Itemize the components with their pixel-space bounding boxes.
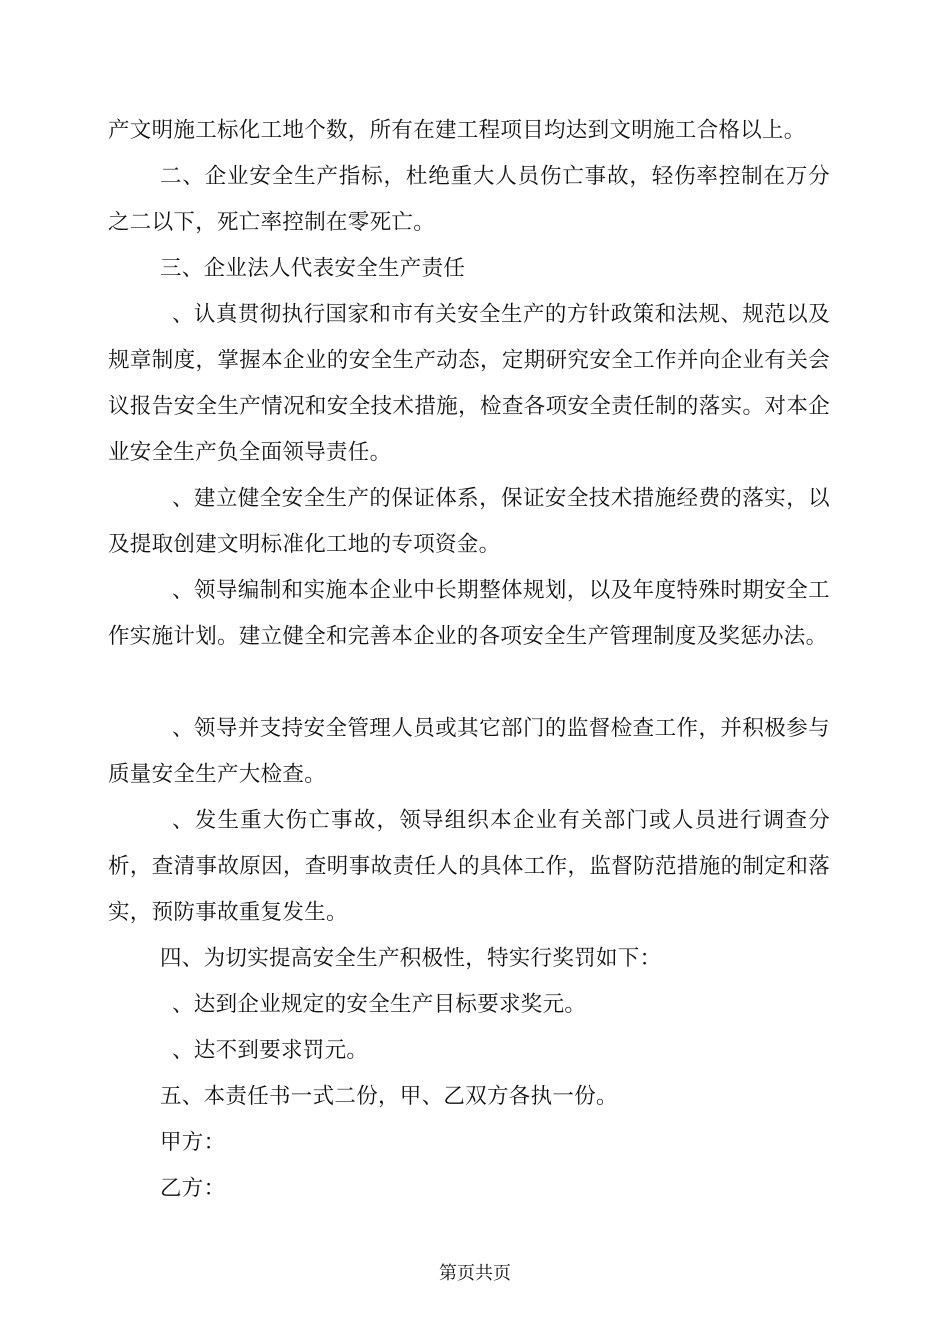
paragraph-item-3: 、领导编制和实施本企业中长期整体规划，以及年度特殊时期安全工作实施计划。建立健全和完善本企业的各项安全生产管理制度及奖惩办法。 <box>108 578 830 649</box>
penalty-item: 、达不到要求罚元。 <box>172 1038 369 1063</box>
section-5-heading: 五、本责任书一式二份，甲、乙双方各执一份。 <box>160 1084 618 1109</box>
party-a-label: 甲方： <box>160 1130 226 1155</box>
party-b-label: 乙方： <box>160 1176 226 1201</box>
paragraph-item-1: 、认真贯彻执行国家和市有关安全生产的方针政策和法规、规范以及规章制度，掌握本企业的安全生产动态，定期研究安全工作并向企业有关会议报告安全生产情况和安全技术措施，检查各项安全责任制的落实。对本企业安全生产负全面领导责任。 <box>108 302 830 465</box>
section-4-heading: 四、为切实提高安全生产积极性，特实行奖罚如下： <box>160 946 662 971</box>
page-footer: 第页共页 <box>439 1263 511 1284</box>
paragraph-item-2: 、建立健全安全生产的保证体系，保证安全技术措施经费的落实，以及提取创建文明标准化工地的专项资金。 <box>108 486 830 557</box>
reward-item: 、达到企业规定的安全生产目标要求奖元。 <box>172 992 587 1017</box>
paragraph-continued: 产文明施工标化工地个数，所有在建工程项目均达到文明施工合格以上。 <box>108 118 806 143</box>
section-3-heading: 三、企业法人代表安全生产责任 <box>160 256 466 281</box>
paragraph-section-2: 二、企业安全生产指标，杜绝重大人员伤亡事故，轻伤率控制在万分之二以下，死亡率控制在零死亡。 <box>108 164 830 235</box>
paragraph-item-5: 、发生重大伤亡事故，领导组织本企业有关部门或人员进行调查分析，查清事故原因，查明事故责任人的具体工作，监督防范措施的制定和落实，预防事故重复发生。 <box>108 808 830 925</box>
paragraph-item-4: 、领导并支持安全管理人员或其它部门的监督检查工作，并积极参与质量安全生产大检查。 <box>108 716 830 787</box>
